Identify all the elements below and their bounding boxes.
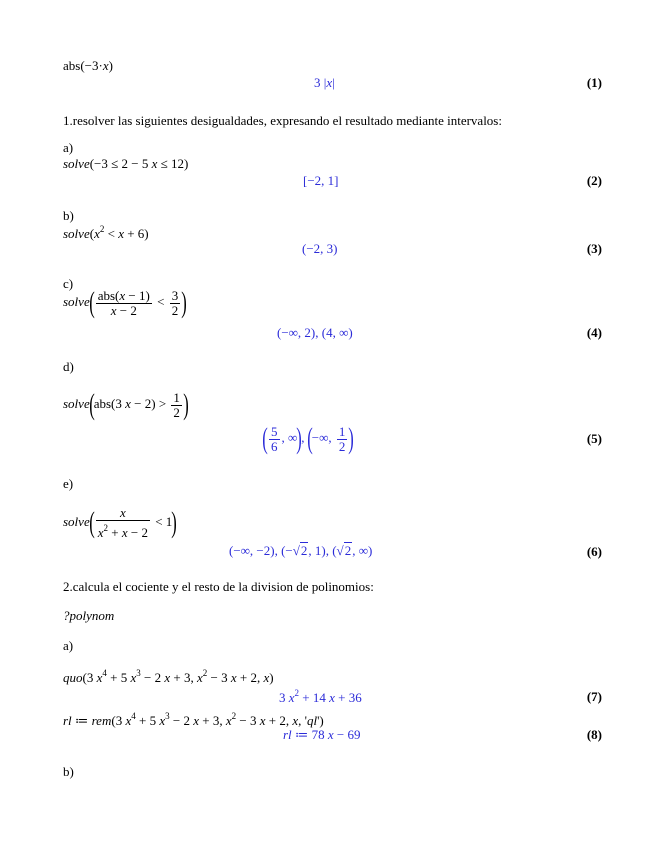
label-c: c) — [63, 276, 74, 291]
equation-label-2: (2) — [586, 173, 602, 188]
exercise-1-heading: 1.resolver las siguientes desigualdades, expresando el resultado mediante intervalos: — [63, 113, 502, 128]
equation-label-5: (5) — [586, 431, 602, 446]
input-solve-c[interactable]: solve( $\frac{\text{abs(x − 1)}}{x - 2}$ < $\frac{3}{2}$ ) — [63, 286, 187, 319]
input-solve-d[interactable]: solve(abs(3 x − 2) > $\frac{1}{2}$ ) — [63, 388, 189, 421]
output-3: (−2, 3) — [302, 241, 338, 256]
equation-label-8: (8) — [586, 727, 602, 742]
input-help-polynom[interactable]: ?polynom — [63, 608, 115, 623]
input-rem[interactable]: rl ≔ rem(3 $x^4 + 5$ $x^3 - 2$ x + 3, $x^2 - 3$ x + 2, x, 'ql') — [63, 711, 324, 728]
input-abs[interactable]: abs(−3·x) — [63, 58, 113, 73]
equation-label-1: (1) — [586, 75, 602, 90]
equation-label-4: (4) — [586, 325, 602, 340]
output-8: rl ≔ 78 x − 69 — [283, 727, 361, 742]
label-a: a) — [63, 140, 74, 155]
equation-label-6: (6) — [586, 544, 602, 559]
output-5: ( $\frac{5}{6}$ , ∞), (−∞, $\frac{1}{2}$ ) — [262, 422, 355, 455]
input-solve-b[interactable]: $solve(x^2 < x + 6)$ — [63, 224, 149, 241]
output-4: (−∞, 2), (4, ∞) — [277, 325, 353, 340]
input-quo[interactable]: quo(3 $x^4 + 5$ $x^3 - 2$ x + 3, $x^2 - 3$ x + 2, x) — [63, 668, 274, 685]
input-solve-e[interactable]: solve( $\frac{x}{x^2 + x - 2}$ < 1) — [63, 505, 178, 540]
output-1: 3 |x| — [314, 75, 335, 90]
label-b2: b) — [63, 764, 74, 779]
output-6: (−∞, −2), (−√2, 1), (√2, ∞) — [229, 543, 373, 558]
equation-label-3: (3) — [586, 241, 602, 256]
exercise-2-heading: 2.calcula el cociente y el resto de la division de polinomios: — [63, 579, 374, 594]
output-2: [−2, 1] — [303, 173, 339, 188]
label-b: b) — [63, 208, 74, 223]
output-7: 3 $x^2 + 14$ x + 36 — [279, 688, 362, 705]
label-d: d) — [63, 359, 74, 374]
input-solve-a[interactable]: solve(−3 ≤ 2 − 5 x ≤ 12) — [63, 156, 189, 171]
label-a2: a) — [63, 638, 74, 653]
equation-label-7: (7) — [586, 689, 602, 704]
label-e: e) — [63, 476, 74, 491]
